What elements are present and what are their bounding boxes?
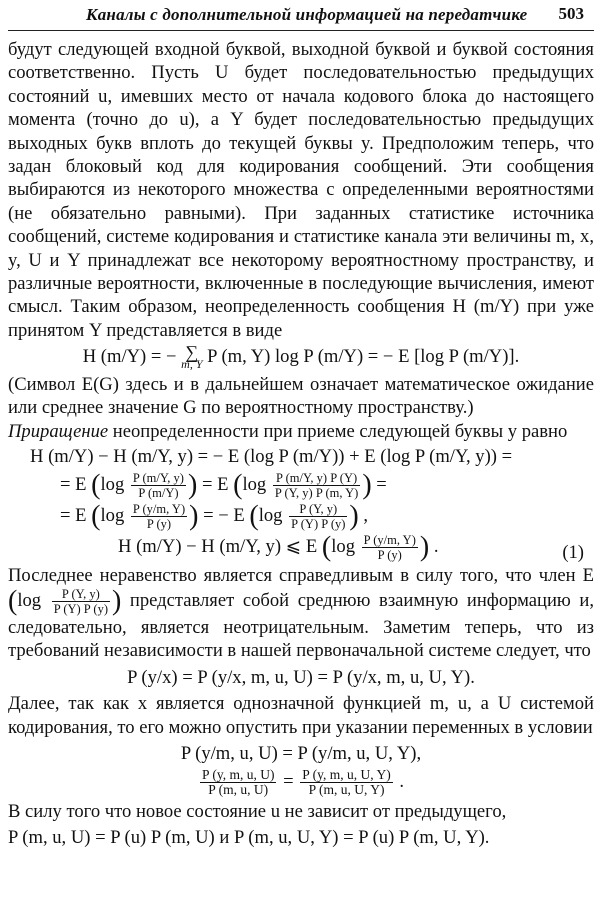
- equation-independence: P (y/x) = P (y/x, m, u, U) = P (y/x, m, u, U, Y).: [127, 666, 475, 688]
- paragraph-6: В силу того что новое состояние u не зависит от предыдущего,: [8, 801, 507, 823]
- log-op: log: [258, 504, 283, 526]
- summation-sign: ∑ m, Y: [181, 342, 203, 372]
- log-op: log: [17, 589, 42, 611]
- eq2-l4-a: H (m/Y) − H (m/Y, y) ⩽ E: [118, 535, 318, 557]
- page-body: [8, 38, 594, 851]
- running-title: Каналы с дополнительной информацией на передатчике: [86, 5, 528, 24]
- paragraph-3: [8, 420, 594, 443]
- eq2-l3-a: = E: [60, 504, 87, 526]
- equation-1-line-1: H (m/Y) − H (m/Y, y) = − E (log P (m/Y)) + E (log P (m/Y, y)) =: [30, 446, 513, 468]
- fraction: [131, 502, 187, 531]
- fraction: [131, 471, 186, 500]
- eq1-right: P (m, Y) log P (m/Y) = − E [log P (m/Y)].: [207, 346, 520, 368]
- log-op: log: [242, 473, 267, 495]
- frac-den: P (m, u, U): [208, 782, 269, 798]
- frac-den: P (y): [377, 547, 402, 562]
- frac-num: P (m/Y, y): [132, 470, 184, 485]
- book-page: [8, 0, 594, 912]
- equation-1-line-4: H (m/Y) − H (m/Y, y) ⩽ E (log $\frac{P (y/m, Y)}{P (y)}$ ) . (1): [118, 531, 584, 563]
- paragraph-1: будут следующей входной буквой, выходной буквой и буквой состояния соответственно. Пусть U будет последовательностью предыдущих состояний u, имевших место от начала кодового блока до настоящего момента (точно до u), а Y будет последовательностью предыдущих выходных букв вплоть до текущей буквы y. Предположим теперь, что задан блоковый код для кодирования сообщений. Эти сообщения выбираются из некоторого множества с определенными вероятностями (не обязательно равными). При заданных статистике источника сообщений, системе кодирования и статистике канала эти величины m, x, y, U и Y принадлежат все некоторому вероятностному пространству, и различные вероятности, включенные в последующие вычисления, имеют смысл. Таким образом, неопределенность сообщения H (m/Y) при уже принятом Y представляется в виде: [8, 39, 594, 341]
- eq2-l2-a: = E: [60, 473, 87, 495]
- fraction: [362, 533, 418, 562]
- equation-1-line-3: = E (log $\frac{P (y/m, Y)}{P (y)}$ ) = − E (log $\frac{P (Y, y)}{P (Y) P (y)}$ ) ,: [60, 500, 369, 532]
- frac-num: P (m/Y, y) P (Y): [273, 471, 360, 486]
- fraction: [200, 768, 277, 797]
- frac-den: P (m/Y): [138, 485, 179, 500]
- equation-entropy: [8, 342, 594, 372]
- frac-den: P (m, u, U, Y): [308, 782, 385, 798]
- log-op: log: [100, 504, 125, 526]
- paragraph-2: (Символ E(G) здесь и в дальнейшем означает математическое ожидание или среднее значение G по вероятностному пространству.): [8, 374, 594, 419]
- log-op: log: [100, 473, 125, 495]
- paragraph-5: Далее, так как x является однозначной функцией m, u, а U системой кодирования, то его можно опустить при указании переменных в условии: [8, 693, 594, 738]
- paragraph-4: Последнее неравенство является справедливым в силу того, что член E (log $\frac{P (Y, y)}{P (Y) P (y)}$ ) представляет собой среднюю взаимную информацию и, следовательно, является неотрицательным. Заметим теперь, что из требований независимости в нашей первоначальной системе следует, что: [8, 564, 595, 662]
- p4-a: Последнее неравенство является справедливым в силу того, что член E: [8, 564, 594, 586]
- page-header: [8, 0, 594, 31]
- frac-den: P (Y, y) P (m, Y): [274, 485, 359, 500]
- fraction: [52, 587, 110, 616]
- frac-den: P (Y) P (y): [53, 602, 108, 617]
- frac-num: P (y, m, u, U, Y): [302, 767, 391, 783]
- eq1-left: H (m/Y) = −: [82, 346, 177, 368]
- summation-index: m, Y: [181, 357, 203, 372]
- equation-number: (1): [562, 541, 584, 563]
- fraction: [289, 502, 347, 531]
- frac-num: P (y, m, u, U): [201, 767, 275, 783]
- log-op: log: [331, 535, 355, 557]
- fraction: [300, 768, 393, 797]
- frac-num: P (y/m, Y): [363, 532, 416, 547]
- eq2-l3-b: = − E: [203, 504, 245, 526]
- equation-1-line-2: = E (log $\frac{P (m/Y, y)}{P (m/Y)}$ ) = E (log $\frac{P (m/Y, y) P (Y)}{P (Y, y) P (m, Y)}$ ) =: [60, 469, 387, 501]
- fraction: [273, 471, 360, 500]
- frac-den: P (Y) P (y): [291, 516, 346, 531]
- frac-num: P (y/m, Y): [132, 501, 186, 516]
- paragraph-3-rest: неопределенности при приеме следующей буквы y равно: [108, 420, 568, 442]
- frac-num: P (Y, y): [52, 587, 110, 602]
- frac-den: P (y): [146, 516, 172, 531]
- eq2-l2-b: = E: [201, 473, 229, 495]
- equation-conditional: P (y/m, u, U) = P (y/m, u, U, Y),: [180, 743, 422, 765]
- equation-fraction-identity: $\frac{P (y, m, u, U)}{P (m, u, U)}$ = $\frac{P (y, m, u, U, Y)}{P (m, u, U, Y)}$ .: [201, 767, 405, 798]
- p4-b: представляет собой среднюю взаимную информацию и, следовательно, является неотрицательным. Заметим теперь, что из требований независимости в нашей первоначальной системе следует, что: [8, 589, 595, 662]
- equation-state-independence: P (m, u, U) = P (u) P (m, U) и P (m, u, U, Y) = P (u) P (m, U, Y).: [8, 826, 490, 848]
- page-number: 503: [558, 4, 584, 23]
- term-increment: Приращение: [8, 420, 109, 442]
- frac-num: P (Y, y): [289, 502, 347, 517]
